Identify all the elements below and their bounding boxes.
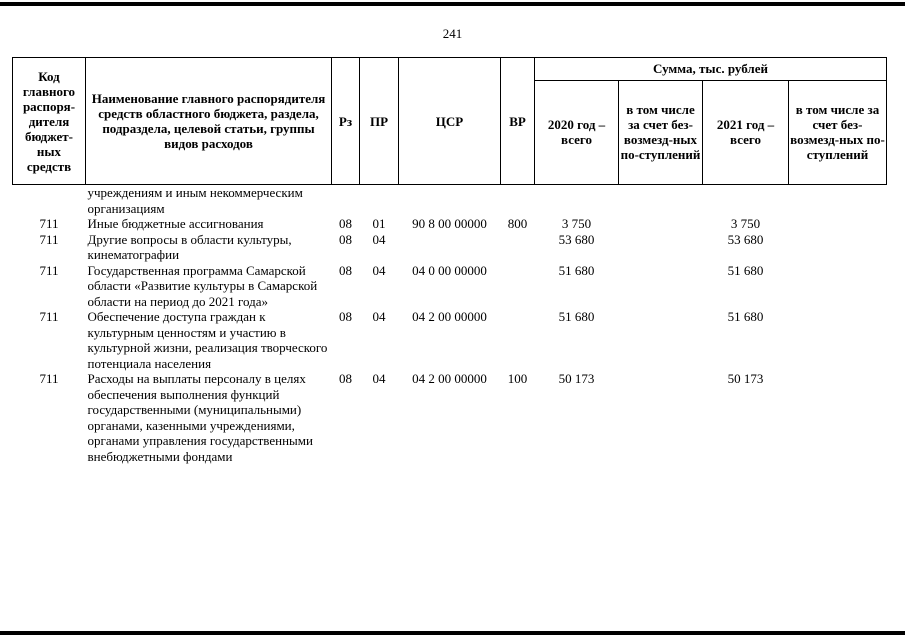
cell-rz: 08 (339, 262, 352, 278)
cell-2021-free (789, 216, 887, 232)
cell-rz: 08 (339, 371, 352, 386)
cell-2020-total: 53 680 (558, 231, 595, 247)
cell-vr: 100 (507, 371, 528, 386)
header-2021-total: 2021 год – всего (703, 80, 789, 184)
cell-vr (501, 309, 535, 371)
cell-pr: 01 (372, 216, 386, 231)
cell-pr: 04 (372, 262, 386, 278)
cell-2021-total: 53 680 (727, 231, 764, 247)
cell-pr (360, 185, 399, 217)
cell-pr: 04 (372, 371, 386, 386)
cell-vr (501, 185, 535, 217)
cell-pr: 04 (372, 231, 386, 247)
header-2021-free: в том числе за счет без-возмезд-ных по-ступлений (789, 80, 887, 184)
cell-code: 711 (39, 262, 59, 278)
table-row (13, 216, 887, 232)
cell-rz (332, 185, 360, 217)
cell-2020-total: 50 173 (558, 371, 595, 386)
cell-2021-total: 51 680 (727, 262, 764, 278)
cell-2020-total: 51 680 (558, 309, 595, 324)
cell-name: Другие вопросы в области культуры, кинематографии (87, 231, 292, 262)
cell-pr: 04 (372, 309, 386, 324)
cell-2021-total (703, 185, 789, 217)
header-vr: ВР (501, 58, 535, 185)
cell-2021-total: 50 173 (727, 371, 764, 386)
cell-csr: 04 2 00 00000 (412, 309, 487, 324)
cell-name: Иные бюджетные ассигнования (87, 216, 264, 231)
header-2020-free: в том числе за счет без-возмезд-ных по-ступлений (619, 80, 703, 184)
table-row (13, 263, 887, 310)
cell-name: Государственная программа Самарской области «Развитие культуры в Самарской области на период до 2021 года» (87, 262, 318, 309)
cell-code: 711 (39, 231, 59, 247)
bottom-border-rule (0, 631, 905, 635)
cell-csr (399, 185, 501, 217)
cell-csr (399, 232, 501, 263)
header-code: Код главного распоря-дителя бюджет-ных средств (13, 58, 86, 185)
cell-2021-total: 51 680 (727, 309, 764, 324)
cell-2021-free (789, 371, 887, 464)
header-csr: ЦСР (399, 58, 501, 185)
top-border-rule (0, 2, 905, 6)
cell-rz: 08 (339, 231, 352, 247)
cell-2021-free (789, 309, 887, 371)
header-name: Наименование главного распорядителя средств областного бюджета, раздела, подраздела, целевой статьи, группы видов расходов (86, 58, 332, 185)
table-row (13, 371, 887, 464)
cell-code: 711 (39, 309, 59, 324)
header-pr: ПР (360, 58, 399, 185)
cell-2021-free (789, 263, 887, 310)
header-2020-total: 2020 год – всего (535, 80, 619, 184)
cell-2021-total: 3 750 (730, 216, 761, 231)
cell-name: учреждениям и иным некоммерческим организациям (87, 185, 303, 216)
cell-2021-free (789, 232, 887, 263)
page-number: 241 (442, 26, 463, 41)
cell-csr: 04 2 00 00000 (412, 371, 487, 386)
cell-name: Расходы на выплаты персоналу в целях обеспечения выполнения функций государственными (муниципальными) органами, казенными учреждениями, органами управления государственными внебюджетными фондами (87, 371, 313, 464)
cell-2020-free (619, 216, 703, 232)
header-sum-group: Сумма, тыс. рублей (535, 58, 887, 81)
cell-csr: 04 0 00 00000 (412, 262, 487, 278)
cell-vr: 800 (507, 216, 528, 231)
cell-2020-free (619, 263, 703, 310)
cell-rz: 08 (339, 216, 352, 231)
cell-2020-free (619, 185, 703, 217)
cell-vr (501, 263, 535, 310)
budget-table (12, 57, 887, 464)
table-row (13, 232, 887, 263)
cell-code: 711 (39, 216, 59, 231)
cell-csr: 90 8 00 00000 (412, 216, 487, 231)
cell-2020-free (619, 232, 703, 263)
cell-2020-free (619, 371, 703, 464)
cell-2020-total: 51 680 (558, 262, 595, 278)
cell-rz: 08 (339, 309, 352, 324)
table-row (13, 185, 887, 217)
cell-vr (501, 232, 535, 263)
cell-2020-free (619, 309, 703, 371)
cell-2020-total (535, 185, 619, 217)
cell-code (13, 185, 86, 217)
header-rz: Рз (332, 58, 360, 185)
cell-name: Обеспечение доступа граждан к культурным ценностям и участию в культурной жизни, реализация творческого потенциала населения (87, 309, 328, 371)
cell-2021-free (789, 185, 887, 217)
cell-2020-total: 3 750 (561, 216, 592, 231)
table-row (13, 309, 887, 371)
cell-code: 711 (39, 371, 59, 386)
